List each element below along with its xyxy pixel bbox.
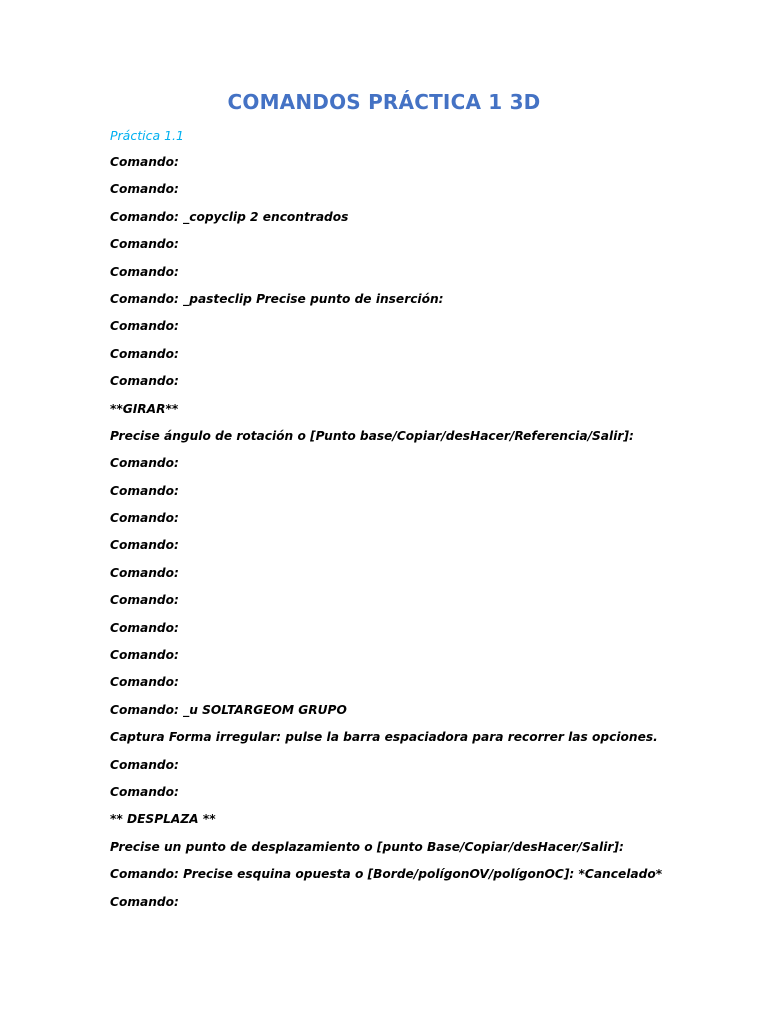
command-line: ** DESPLAZA ** (110, 812, 216, 827)
command-line: Comando: _u SOLTARGEOM GRUPO (110, 702, 347, 717)
command-line: Comando: (110, 538, 179, 553)
command-line: Precise ángulo de rotación o [Punto base/Copiar/desHacer/Referencia/Salir]: (110, 428, 634, 443)
command-line: **GIRAR** (110, 401, 179, 416)
command-line: Comando: (110, 237, 179, 252)
command-line: Comando: (110, 374, 179, 389)
section-heading: Práctica 1.1 (110, 128, 184, 143)
command-line: Comando: (110, 784, 179, 799)
command-line: Captura Forma irregular: pulse la barra espaciadora para recorrer las opciones. (110, 730, 658, 745)
command-line: Comando: (110, 620, 179, 635)
command-line: Comando: (110, 456, 179, 471)
command-line: Comando: (110, 757, 179, 772)
command-line: Comando: Precise esquina opuesta o [Borde/polígonOV/polígonOC]: *Cancelado* (110, 867, 663, 882)
command-line: Comando: (110, 565, 179, 580)
command-line: Comando: (110, 319, 179, 334)
command-line: Comando: (110, 155, 179, 169)
command-line: Comando: (110, 675, 179, 690)
command-line: Comando: (110, 511, 179, 526)
command-line: Comando: (110, 264, 179, 279)
command-line: Comando: (110, 593, 179, 608)
command-log (110, 153, 730, 920)
command-line: Comando: _pasteclip Precise punto de inserción: (110, 291, 444, 306)
command-line: Comando: (110, 182, 179, 197)
document-title: COMANDOS PRÁCTICA 1 3D (227, 90, 541, 114)
command-line: Comando: _copyclip 2 encontrados (110, 209, 349, 224)
command-line: Comando: (110, 648, 179, 663)
command-line: Comando: (110, 346, 179, 361)
command-line: Comando: (110, 894, 179, 909)
command-line: Comando: (110, 483, 179, 498)
command-line: Precise un punto de desplazamiento o [punto Base/Copiar/desHacer/Salir]: (110, 839, 624, 854)
